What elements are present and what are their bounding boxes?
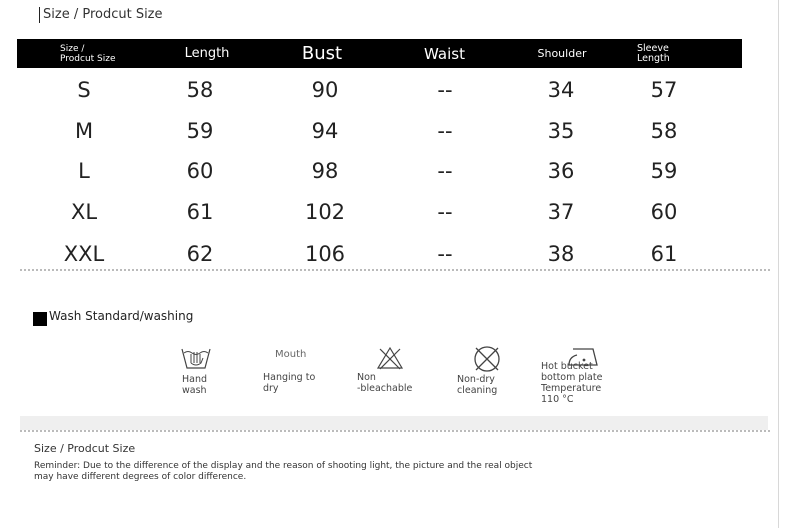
grey-band-divider — [20, 416, 768, 430]
cell-length: 59 — [186, 119, 214, 143]
no-dry-clean-icon — [471, 344, 503, 378]
cell-bust: 98 — [311, 159, 339, 183]
col-size: Size / Prodcut Size — [60, 43, 116, 64]
iron-label: Hot bucket bottom plate Temperature 110 °C — [541, 361, 603, 405]
cell-length: 60 — [186, 159, 214, 183]
cell-shoulder: 36 — [547, 159, 575, 183]
cell-shoulder: 38 — [547, 242, 575, 266]
table-header — [17, 39, 742, 68]
cell-bust: 90 — [311, 78, 339, 102]
mouth-label: Mouth — [275, 349, 307, 360]
cell-sleeve-length: 60 — [650, 200, 678, 224]
cell-size: M — [74, 119, 94, 143]
cell-waist: -- — [437, 242, 453, 266]
cell-length: 58 — [186, 78, 214, 102]
cell-bust: 106 — [304, 242, 346, 266]
cell-shoulder: 35 — [547, 119, 575, 143]
footer-note: Reminder: Due to the difference of the display and the reason of shooting light, the picture and the real object may have different degrees of color difference. — [34, 461, 533, 482]
cell-size: XL — [70, 200, 98, 224]
cell-size: S — [77, 78, 91, 102]
cell-length: 62 — [186, 242, 214, 266]
non-dry-clean-label: Non-dry cleaning — [457, 374, 498, 396]
bullet-square-icon — [33, 312, 47, 326]
table-row — [17, 70, 742, 110]
cell-waist: -- — [437, 159, 453, 183]
hand-wash-label: Hand wash — [182, 374, 208, 396]
col-sleeve-length: Sleeve Length — [637, 42, 670, 64]
cell-size: L — [78, 159, 90, 183]
cell-shoulder: 34 — [547, 78, 575, 102]
col-waist: Waist — [424, 44, 465, 63]
wash-section-title — [33, 306, 193, 326]
hand-wash-icon — [179, 343, 213, 375]
cell-sleeve-length: 61 — [650, 242, 678, 266]
cell-shoulder: 37 — [547, 200, 575, 224]
cell-sleeve-length: 57 — [650, 78, 678, 102]
table-row — [17, 234, 742, 274]
cell-size: XXL — [63, 242, 105, 266]
col-bust: Bust — [301, 43, 343, 64]
table-row — [17, 151, 742, 191]
table-row — [17, 192, 742, 232]
dotted-divider — [20, 269, 770, 271]
cell-bust: 102 — [304, 200, 346, 224]
table-row — [17, 111, 742, 151]
cell-sleeve-length: 59 — [650, 159, 678, 183]
wash-title-text: Wash Standard/washing — [49, 309, 194, 323]
cell-length: 61 — [186, 200, 214, 224]
cell-waist: -- — [437, 200, 453, 224]
dotted-divider — [20, 430, 770, 432]
cell-sleeve-length: 58 — [650, 119, 678, 143]
non-bleach-icon — [375, 345, 405, 375]
cell-bust: 94 — [311, 119, 339, 143]
col-shoulder: Shoulder — [537, 46, 587, 60]
hang-dry-label: Hanging to dry — [263, 372, 316, 394]
cell-waist: -- — [437, 119, 453, 143]
right-border — [778, 0, 779, 528]
col-length: Length — [184, 46, 230, 61]
non-bleach-label: Non -bleachable — [357, 372, 413, 394]
footer-title: Size / Prodcut Size — [34, 442, 136, 455]
section-title: Size / Prodcut Size — [39, 7, 163, 23]
cell-waist: -- — [437, 78, 453, 102]
